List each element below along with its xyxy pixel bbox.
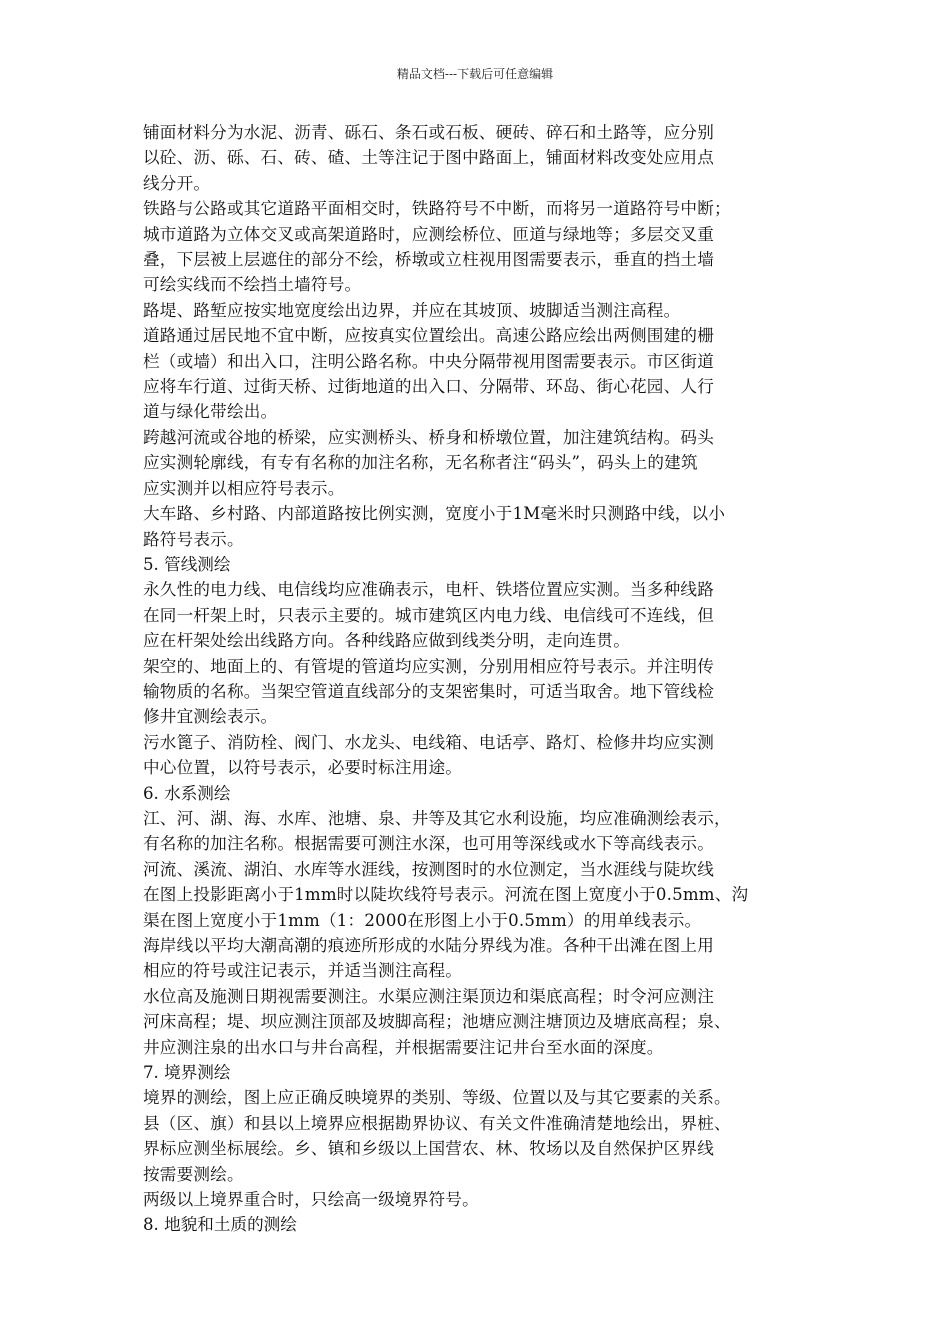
text-line: 应将车行道、过街天桥、过街地道的出入口、分隔带、环岛、街心花园、人行: [143, 377, 714, 397]
text-line: 中心位置，以符号表示，必要时标注用途。: [143, 758, 463, 778]
text-line: 有名称的加注名称。根据需要可测注水深，也可用等深线或水下等高线表示。: [143, 834, 714, 854]
section-heading-landforms: 8. 地貌和土质的测绘: [143, 1215, 297, 1235]
section-heading-water-systems: 6. 水系测绘: [143, 783, 231, 803]
text-line: 在同一杆架上时，只表示主要的。城市建筑区内电力线、电信线可不连线，但: [143, 605, 714, 625]
paragraph-street-fixtures: [143, 730, 815, 781]
paragraph-paving-materials: [143, 120, 815, 196]
text-line: 路堤、路堑应按实地宽度绘出边界，并应在其坡顶、坡脚适当测注高程。: [143, 300, 681, 320]
text-line: 县（区、旗）和县以上境界应根据勘界协议、有关文件准确清楚地绘出，界桩、: [143, 1113, 731, 1133]
paragraph-embankment: [143, 298, 815, 323]
text-line: 永久性的电力线、电信线均应准确表示，电杆、铁塔位置应实测。当多种线路: [143, 580, 714, 600]
text-line: 海岸线以平均大潮高潮的痕迹所形成的水陆分界线为准。各种干出滩在图上用: [143, 936, 714, 955]
text-line: 铁路与公路或其它道路平面相交时，铁路符号不中断，而将另一道路符号中断；: [143, 199, 731, 219]
text-line: 线分开。: [143, 173, 211, 193]
paragraph-bridges-docks: [143, 425, 815, 501]
text-line: 铺面材料分为水泥、沥青、砾石、条石或石板、硬砖、碎石和土路等，应分别: [143, 123, 714, 142]
text-line: 架空的、地面上的、有管堤的管道均应实测，分别用相应符号表示。并注明传: [143, 656, 714, 676]
text-line: 界标应测坐标展绘。乡、镇和乡级以上国营农、林、牧场以及自然保护区界线: [143, 1139, 714, 1159]
text-line: 按需要测绘。: [143, 1164, 244, 1184]
paragraph-railway-crossing: [143, 196, 815, 298]
text-line: 井应测注泉的出水口与井台高程，并根据需要注记井台至水面的深度。: [143, 1037, 664, 1057]
text-line: 在图上投影距离小于1mm时以陡坎线符号表示。河流在图上宽度小于0.5mm、沟: [143, 885, 749, 905]
text-line: 以砼、沥、砾、石、砖、碴、土等注记于图中路面上，铺面材料改变处应用点: [143, 148, 714, 168]
paragraph-roads-residential: [143, 323, 815, 425]
paragraph-coastline: [143, 933, 815, 984]
text-line: 境界的测绘，图上应正确反映境界的类别、等级、位置以及与其它要素的关系。: [143, 1088, 731, 1108]
text-line: 可绘实线而不绘挡土墙符号。: [143, 275, 362, 295]
text-line: 河床高程；堤、坝应测注顶部及坡脚高程；池塘应测注塘顶边及塘底高程；泉、: [143, 1012, 731, 1032]
text-line: 应实测轮廓线，有专有名称的加注名称，无名称者注“码头”，码头上的建筑: [143, 453, 698, 473]
text-line: 应在杆架处绘出线路方向。各种线路应做到线类分明，走向连贯。: [143, 631, 631, 651]
section-heading-pipelines: 5. 管线测绘: [143, 554, 231, 574]
text-line: 污水篦子、消防栓、阀门、水龙头、电线箱、电话亭、路灯、检修井均应实测: [143, 732, 714, 752]
page-header: 精品文档---下载后可任意编辑: [396, 67, 554, 81]
paragraph-boundary-overlap: [143, 1187, 815, 1212]
text-line: 水位高及施测日期视需要测注。水渠应测注渠顶边和渠底高程；时令河应测注: [143, 986, 714, 1006]
text-line: 叠，下层被上层遮住的部分不绘，桥墩或立柱视用图需要表示，垂直的挡土墙: [143, 250, 714, 270]
paragraph-pipelines: [143, 654, 815, 730]
section-heading-boundaries: 7. 境界测绘: [143, 1063, 231, 1083]
text-line: 路符号表示。: [143, 529, 244, 549]
paragraph-water-bodies: [143, 806, 815, 857]
text-line: 道路通过居民地不宜中断，应按真实位置绘出。高速公路应绘出两侧围建的栅: [143, 326, 714, 346]
text-line: 输物质的名称。当架空管道直线部分的支架密集时，可适当取舍。地下管线检: [143, 681, 714, 701]
paragraph-power-lines: [143, 577, 815, 653]
text-line: 修井宜测绘表示。: [143, 707, 278, 727]
text-line: 两级以上境界重合时，只绘高一级境界符号。: [143, 1190, 479, 1210]
text-line: 渠在图上宽度小于1mm（1：2000在形图上小于0.5mm）的用单线表示。: [143, 910, 702, 930]
paragraph-rural-roads: [143, 501, 815, 552]
text-line: 城市道路为立体交叉或高架道路时，应测绘桥位、匝道与绿地等；多层交叉重: [143, 224, 714, 244]
text-line: 道与绿化带绘出。: [143, 402, 278, 422]
text-line: 江、河、湖、海、水库、池塘、泉、井等及其它水利设施，均应准确测绘表示，: [143, 808, 731, 828]
paragraph-waterlines: [143, 857, 815, 933]
text-line: 栏（或墙）和出入口，注明公路名称。中央分隔带视用图需要表示。市区街道: [143, 351, 714, 371]
text-line: 跨越河流或谷地的桥梁，应实测桥头、桥身和桥墩位置，加注建筑结构。码头: [143, 427, 714, 447]
paragraph-water-levels: [143, 984, 815, 1060]
text-line: 应实测并以相应符号表示。: [143, 478, 345, 498]
text-line: 相应的符号或注记表示，并适当测注高程。: [143, 961, 463, 981]
paragraph-boundary-survey: [143, 1085, 815, 1187]
document-body: [143, 120, 815, 1238]
text-line: 河流、溪流、湖泊、水库等水涯线，按测图时的水位测定，当水涯线与陡坎线: [143, 859, 714, 879]
text-line: 大车路、乡村路、内部道路按比例实测，宽度小于1M毫米时只测路中线，以小: [143, 504, 726, 524]
